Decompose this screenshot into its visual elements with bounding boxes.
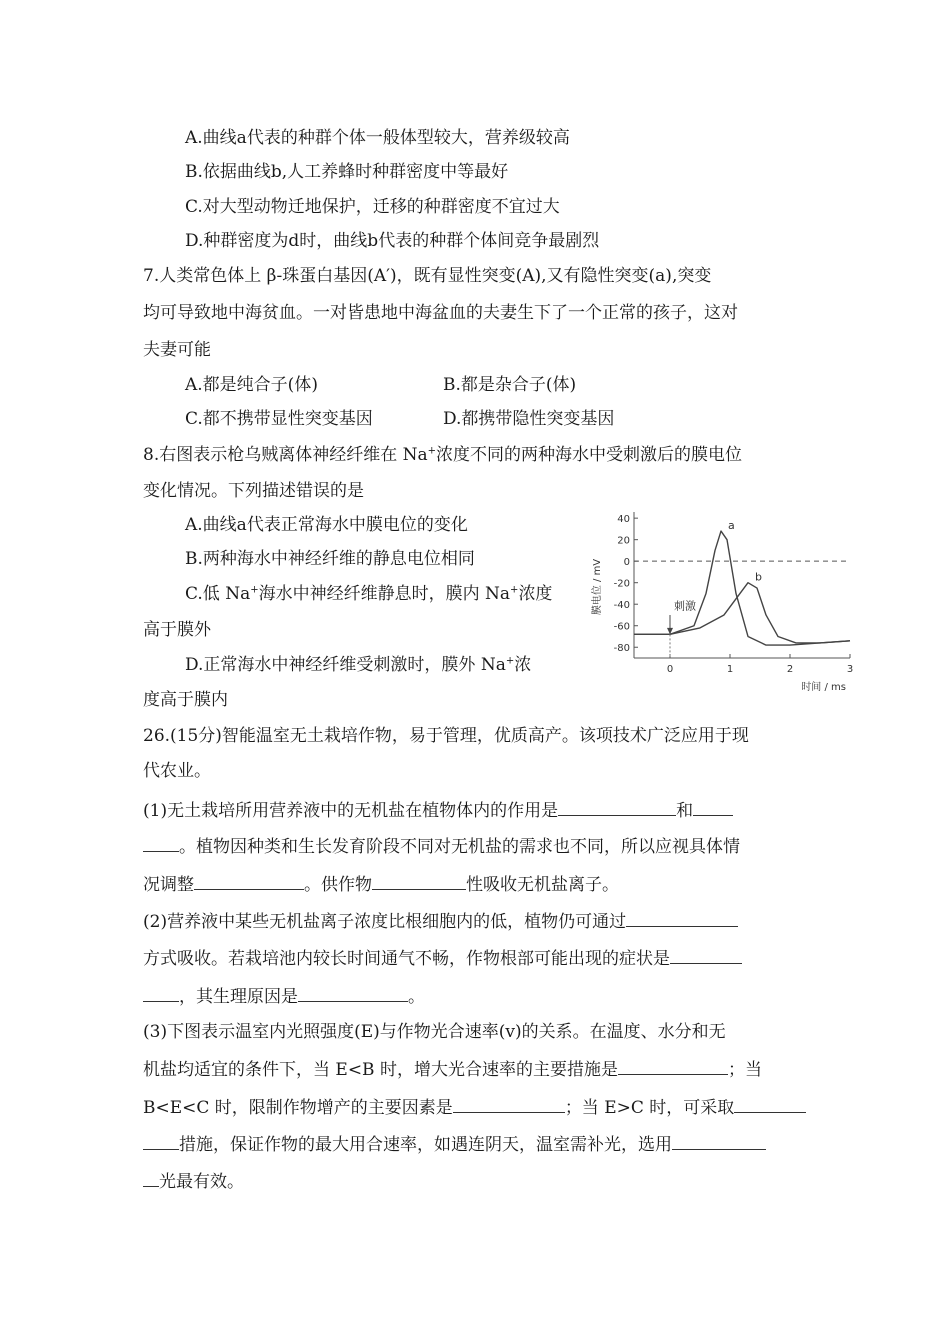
x-tick-label: 1: [726, 664, 734, 675]
series-line-a: [634, 531, 850, 645]
q26-part3-line1: (3)下图表示温室内光照强度(E)与作物光合速率(v)的关系。在温度、水分和无: [143, 1022, 726, 1042]
q6-option-b: B.依据曲线b,人工养蜂时种群密度中等最好: [185, 162, 509, 182]
series-label-a: a: [728, 519, 735, 533]
x-tick-label: 0: [666, 664, 674, 675]
q8-option-d: D.正常海水中神经纤维受刺激时，膜外 Na+浓: [185, 655, 532, 675]
x-axis-label: 时间 / ms: [801, 682, 846, 693]
q26-part2-line3: ，其生理原因是 。: [143, 983, 425, 1009]
q26-part3-line4: 措施，保证作物的最大用合速率，如遇连阴天，温室需补光，选用: [143, 1131, 766, 1157]
q26-title-line1: 26.(15分)智能温室无土栽培作物，易于管理，优质高产。该项技术广泛应用于现: [143, 726, 749, 746]
q8-option-c: C.低 Na+海水中神经纤维静息时，膜内 Na+浓度: [185, 584, 553, 604]
q7-stem-line3: 夫妻可能: [143, 340, 211, 360]
q7-option-c: C.都不携带显性突变基因: [185, 409, 373, 429]
y-tick-label: -80: [613, 643, 630, 655]
q26-title-line2: 代农业。: [143, 761, 211, 781]
y-tick-label: 40: [617, 514, 630, 526]
x-tick-label: 2: [786, 664, 794, 675]
q26-part1-line1: (1)无土栽培所用营养液中的无机盐在植物体内的作用是 和: [143, 797, 733, 823]
q6-option-d: D.种群密度为d时，曲线b代表的种群个体间竞争最剧烈: [185, 231, 600, 251]
q7-option-d: D.都携带隐性突变基因: [443, 409, 615, 429]
q8-option-c-cont: 高于膜外: [143, 620, 211, 640]
q26-part3-line3: B<E<C 时，限制作物增产的主要因素是 ；当 E>C 时，可采取: [143, 1094, 806, 1120]
membrane-potential-chart: [588, 506, 858, 696]
q26-part1-line3: 况调整 。供作物 性吸收无机盐离子。: [143, 871, 619, 897]
q7-stem-line2: 均可导致地中海贫血。一对皆患地中海盆血的夫妻生下了一个正常的孩子，这对: [143, 303, 738, 323]
x-tick-label: 3: [846, 664, 854, 675]
q6-option-a: A.曲线a代表的种群个体一般体型较大，营养级较高: [185, 128, 570, 148]
q6-option-c: C.对大型动物迁地保护，迁移的种群密度不宜过大: [185, 197, 560, 217]
y-tick-label: -40: [613, 600, 630, 612]
q8-option-d-cont: 度高于膜内: [143, 690, 228, 710]
q8-stem-line2: 变化情况。下列描述错误的是: [143, 481, 364, 501]
q8-option-a: A.曲线a代表正常海水中膜电位的变化: [185, 515, 468, 535]
q26-part2-line1: (2)营养液中某些无机盐离子浓度比根细胞内的低，植物仍可通过: [143, 908, 738, 934]
y-tick-label: 20: [617, 535, 630, 547]
y-tick-label: -20: [613, 578, 630, 590]
q7-stem-line1: 7.人类常色体上 β-珠蛋白基因(A′)，既有显性突变(A),又有隐性突变(a),突变: [143, 266, 712, 286]
q26-part1-line2: 。植物因种类和生长发育阶段不同对无机盐的需求也不同，所以应视具体情: [143, 833, 740, 859]
q7-option-b: B.都是杂合子(体): [443, 375, 577, 395]
y-axis-label: 膜电位 / mV: [592, 558, 603, 616]
q8-stem-line1: 8.右图表示枪乌贼离体神经纤维在 Na+浓度不同的两种海水中受刺激后的膜电位: [143, 445, 743, 465]
q26-part2-line2: 方式吸收。若栽培池内较长时间通气不畅，作物根部可能出现的症状是: [143, 945, 742, 971]
q26-part3-line5: 光最有效。: [143, 1168, 244, 1194]
q7-option-a: A.都是纯合子(体): [185, 375, 318, 395]
series-label-b: b: [755, 570, 762, 584]
y-tick-label: 0: [623, 557, 630, 569]
y-tick-label: -60: [613, 621, 630, 633]
q8-option-b: B.两种海水中神经纤维的静息电位相同: [185, 549, 475, 569]
q26-part3-line2: 机盐均适宜的条件下，当 E<B 时，增大光合速率的主要措施是 ；当: [143, 1056, 762, 1082]
stimulus-annotation: 刺激: [674, 599, 696, 613]
